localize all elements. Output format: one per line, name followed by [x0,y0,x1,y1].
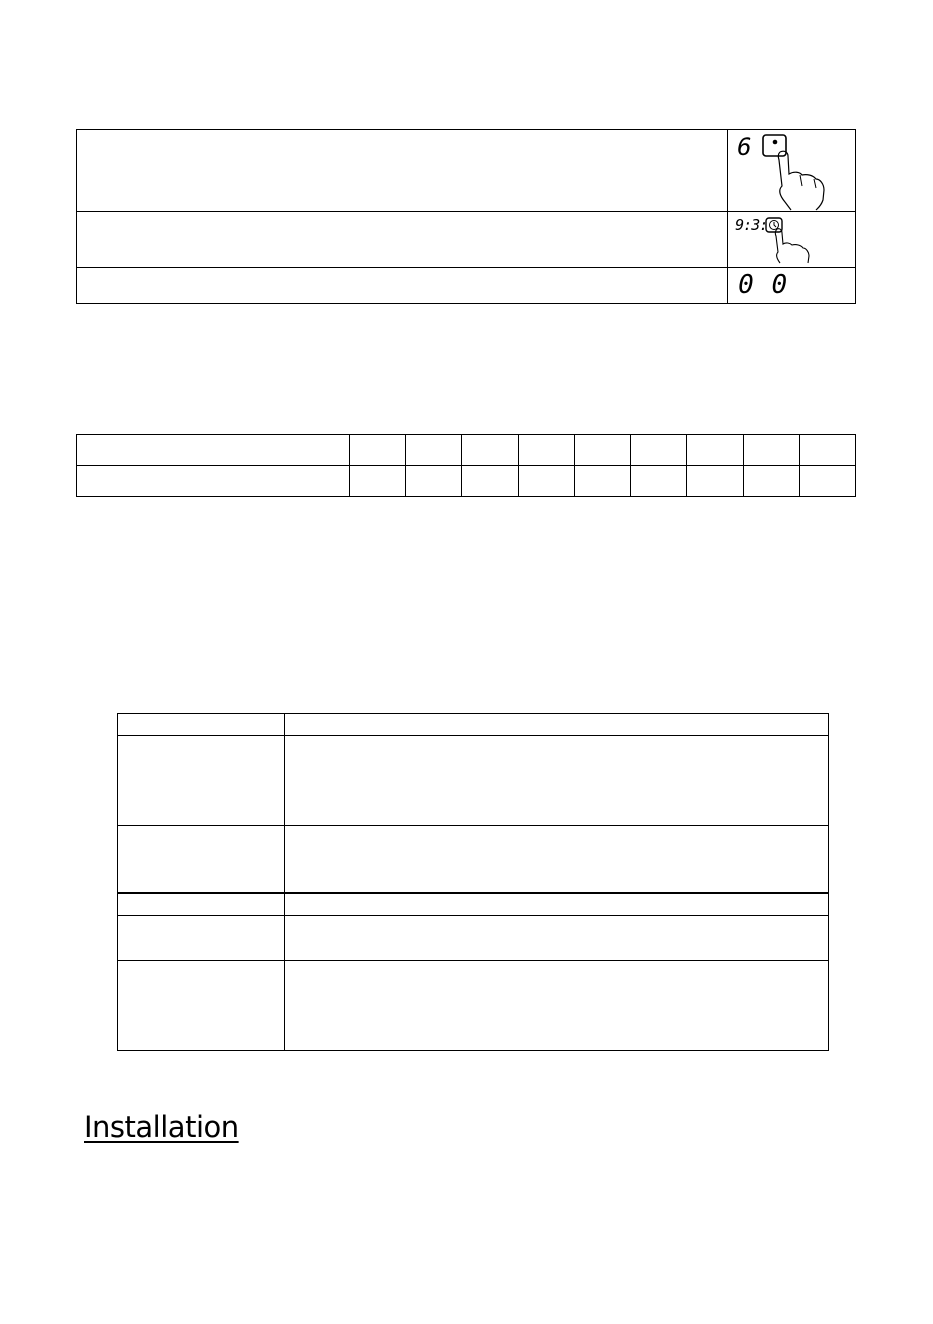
two-column-table [117,713,829,1051]
section-heading: Installation [84,1110,239,1144]
illustration-cell [728,268,856,304]
table-row [77,435,856,466]
instruction-steps-table [76,129,856,304]
instruction-text-cell [77,130,728,212]
row-label-cell [77,466,350,497]
table-row [118,961,829,1051]
finger-press-timer-button-icon [728,212,855,268]
row-label-cell [77,435,350,466]
instruction-text-cell [77,212,728,268]
segment-display: 6 [737,133,752,161]
finger-press-dot-button-icon [728,130,855,212]
level-table [76,434,856,497]
segment-display: 9:3: [735,216,768,234]
table-row [77,212,856,268]
table-row [118,916,829,961]
instruction-text-cell [77,268,728,304]
table-row [118,893,829,916]
segment-display: 0 0 [738,270,789,300]
table-row [118,714,829,736]
table-row [77,268,856,304]
table-row [118,826,829,893]
table-row [77,130,856,212]
table-row [118,736,829,826]
table-row [77,466,856,497]
illustration-cell [728,130,856,212]
illustration-cell [728,212,856,268]
